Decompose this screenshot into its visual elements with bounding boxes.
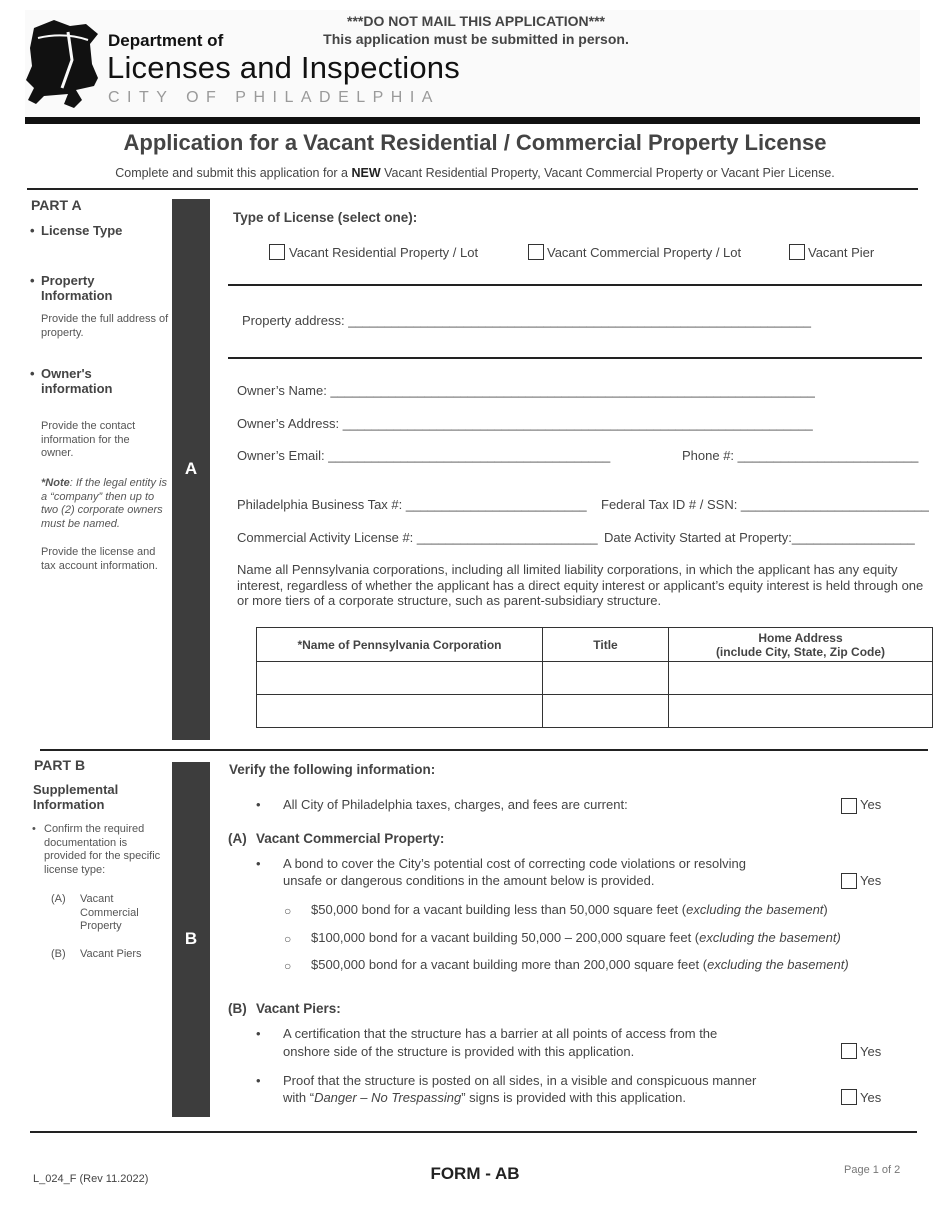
pier-cert-line2: onshore side of the structure is provided with this application. (283, 1044, 635, 1059)
submit-in-person-notice: This application must be submitted in person. (323, 31, 629, 47)
sidebar-confirm-text: Confirm the required documentation is provided for the specific license type: (44, 823, 161, 876)
bond-option-italic: excluding the basement (686, 902, 824, 917)
part-a-heading: PART A (31, 197, 82, 213)
footer-divider (30, 1131, 917, 1133)
bullet: • (30, 273, 35, 288)
bond-option-text: $50,000 bond for a vacant building less than 50,000 square feet ( (311, 902, 687, 917)
bullet: • (30, 366, 35, 381)
table-row (257, 695, 933, 728)
checkbox-vacant-commercial[interactable] (528, 244, 544, 260)
business-tax-field[interactable]: Philadelphia Business Tax #: _________________________ (237, 497, 587, 512)
yes-label-taxes: Yes (860, 797, 882, 812)
commercial-license-field[interactable]: Commercial Activity License #: _________________________ (237, 530, 598, 545)
pier-cert-line1: A certification that the structure has a barrier at all points of access from the (283, 1026, 718, 1041)
bullet: • (256, 797, 261, 812)
section-a-marker: (A) (228, 831, 247, 846)
section-a-title: Vacant Commercial Property: (256, 831, 445, 846)
cell-title[interactable] (543, 662, 669, 695)
subtitle-new: NEW (351, 166, 381, 180)
checkbox-vacant-residential[interactable] (269, 244, 285, 260)
sidebar-owner-information (30, 366, 151, 396)
cell-corporation-name[interactable] (257, 695, 543, 728)
bond-option-text: $500,000 bond for a vacant building more than 200,000 square feet ( (311, 957, 708, 972)
checkbox-pier-proof[interactable] (841, 1089, 857, 1105)
corporations-table (256, 627, 933, 728)
checkbox-vacant-pier[interactable] (789, 244, 805, 260)
department-label: Department of (108, 31, 224, 50)
checkbox-taxes-current[interactable] (841, 798, 857, 814)
pier-proof-before: with “ (283, 1090, 315, 1105)
sidebar-a-label: Vacant Commercial Property (80, 893, 139, 932)
part-a-bar-letter: A (184, 459, 198, 478)
date-started-field[interactable]: Date Activity Started at Property:_________________ (604, 530, 915, 545)
owner-address-field[interactable]: Owner’s Address: _________________________________________________________________ (237, 416, 813, 431)
option-vacant-residential: Vacant Residential Property / Lot (289, 245, 479, 260)
bullet: • (30, 223, 35, 238)
license-type-label: Type of License (select one): (233, 210, 418, 225)
cell-home-address[interactable] (669, 695, 933, 728)
sidebar-owner-note: Provide the contact information for the owner. (41, 420, 136, 459)
sidebar-supplemental: Supplemental Information (33, 782, 119, 812)
col-home-address-line1: Home Address (758, 630, 843, 645)
sidebar-license-type (30, 223, 123, 238)
yes-label-pier-cert: Yes (860, 1044, 882, 1059)
city-label: CITY OF PHILADELPHIA (108, 89, 440, 106)
bullet: • (256, 1073, 261, 1088)
header-divider (25, 117, 920, 124)
bond-option-close: ) (823, 902, 828, 917)
part-b-heading: PART B (34, 757, 86, 773)
part-b-bar-letter: B (184, 929, 198, 948)
bullet: • (256, 856, 261, 871)
sidebar-b-marker: (B) (51, 948, 66, 960)
col-title: Title (543, 628, 669, 662)
owner-name-field[interactable]: Owner’s Name: ___________________________________________________________________ (237, 383, 815, 398)
yes-label-pier-proof: Yes (860, 1090, 882, 1105)
section-b-marker: (B) (228, 1001, 247, 1016)
form-name: FORM - AB (430, 1164, 520, 1183)
bond-option-text: $100,000 bond for a vacant building 50,000 – 200,000 square feet ( (311, 930, 700, 945)
option-vacant-pier: Vacant Pier (808, 245, 875, 260)
pier-proof-italic: Danger – No Trespassing (314, 1090, 462, 1105)
corporations-paragraph: Name all Pennsylvania corporations, including all limited liability corporations, in which the applicant has any equity interest, regardless of whether the applicant has a direct equity interest or applicant’s equity interest is held through one or more tiers of a corporate structure, such as parent-subsidiary structure. (237, 562, 924, 608)
col-home-address (669, 628, 933, 662)
license-section-divider (228, 284, 922, 286)
circle-bullet: ○ (284, 904, 292, 918)
sidebar-a-marker: (A) (51, 893, 66, 905)
section-b-title: Vacant Piers: (256, 1001, 341, 1016)
owner-email-field[interactable]: Owner’s Email: _______________________________________ (237, 448, 611, 463)
sidebar-license-note: Provide the license and tax account information. (41, 546, 158, 572)
page-subtitle (25, 166, 925, 180)
legal-note-label: *Note (41, 477, 70, 489)
sidebar-property-note: Provide the full address of property. (41, 313, 169, 339)
checkbox-pier-cert[interactable] (841, 1043, 857, 1059)
page-title: Application for a Vacant Residential / Commercial Property License (123, 130, 827, 155)
federal-tax-field[interactable]: Federal Tax ID # / SSN: __________________________ (601, 497, 929, 512)
subtitle-text-1: Complete and submit this application for a (115, 166, 352, 180)
legal-note-text: : If the legal entity is a “company” then up to two (2) corporate owners must be named. (41, 477, 167, 530)
page-number: Page 1 of 2 (844, 1164, 901, 1176)
sidebar-b-label: Vacant Piers (80, 948, 142, 960)
bond-option-50k (311, 902, 828, 917)
yes-label-bond: Yes (860, 873, 882, 888)
sidebar-property-information (30, 273, 161, 303)
cell-corporation-name[interactable] (257, 662, 543, 695)
department-name: Licenses and Inspections (107, 50, 460, 85)
bullet: • (32, 823, 36, 835)
pier-proof-line2 (283, 1090, 686, 1105)
bullet: • (256, 1026, 261, 1041)
sidebar-owner-information-label: Owner's information (41, 366, 113, 396)
table-header-row (257, 628, 933, 662)
bond-text-line2: unsafe or dangerous conditions in the amount below is provided. (283, 873, 655, 888)
bond-option-100k (311, 930, 841, 945)
property-address-field[interactable]: Property address: ________________________________________________________________ (242, 313, 811, 328)
do-not-mail-notice: ***DO NOT MAIL THIS APPLICATION*** (347, 13, 605, 29)
table-row (257, 662, 933, 695)
sidebar-license-type-label: License Type (41, 223, 123, 238)
liberty-bell-icon (24, 20, 102, 110)
taxes-current-text: All City of Philadelphia taxes, charges, and fees are current: (283, 797, 628, 812)
part-b-top-divider (40, 749, 928, 751)
sidebar-property-information-label: Property Information (41, 273, 113, 303)
sidebar-confirm-note (32, 823, 170, 877)
property-section-divider (228, 357, 922, 359)
pier-proof-after: ” signs is provided with this application. (461, 1090, 686, 1105)
pier-proof-line1: Proof that the structure is posted on all sides, in a visible and conspicuous manner (283, 1073, 757, 1088)
part-a-top-divider (27, 188, 918, 190)
col-corporation-name: *Name of Pennsylvania Corporation (257, 628, 543, 662)
circle-bullet: ○ (284, 959, 292, 973)
sidebar-legal-note (41, 477, 169, 531)
form-code: L_024_F (Rev 11.2022) (33, 1173, 149, 1185)
cell-home-address[interactable] (669, 662, 933, 695)
bond-text-line1: A bond to cover the City’s potential cost of correcting code violations or resolving (283, 856, 746, 871)
col-home-address-line2: (include City, State, Zip Code) (715, 644, 886, 659)
bond-option-500k (311, 957, 849, 972)
circle-bullet: ○ (284, 932, 292, 946)
verify-label: Verify the following information: (229, 762, 436, 777)
checkbox-bond[interactable] (841, 873, 857, 889)
phone-field[interactable]: Phone #: _________________________ (682, 448, 919, 463)
bond-option-italic: excluding the basement) (699, 930, 841, 945)
subtitle-text-2: Vacant Residential Property, Vacant Commercial Property or Vacant Pier License. (380, 166, 835, 180)
option-vacant-commercial: Vacant Commercial Property / Lot (547, 245, 742, 260)
bond-option-italic: excluding the basement) (707, 957, 849, 972)
cell-title[interactable] (543, 695, 669, 728)
